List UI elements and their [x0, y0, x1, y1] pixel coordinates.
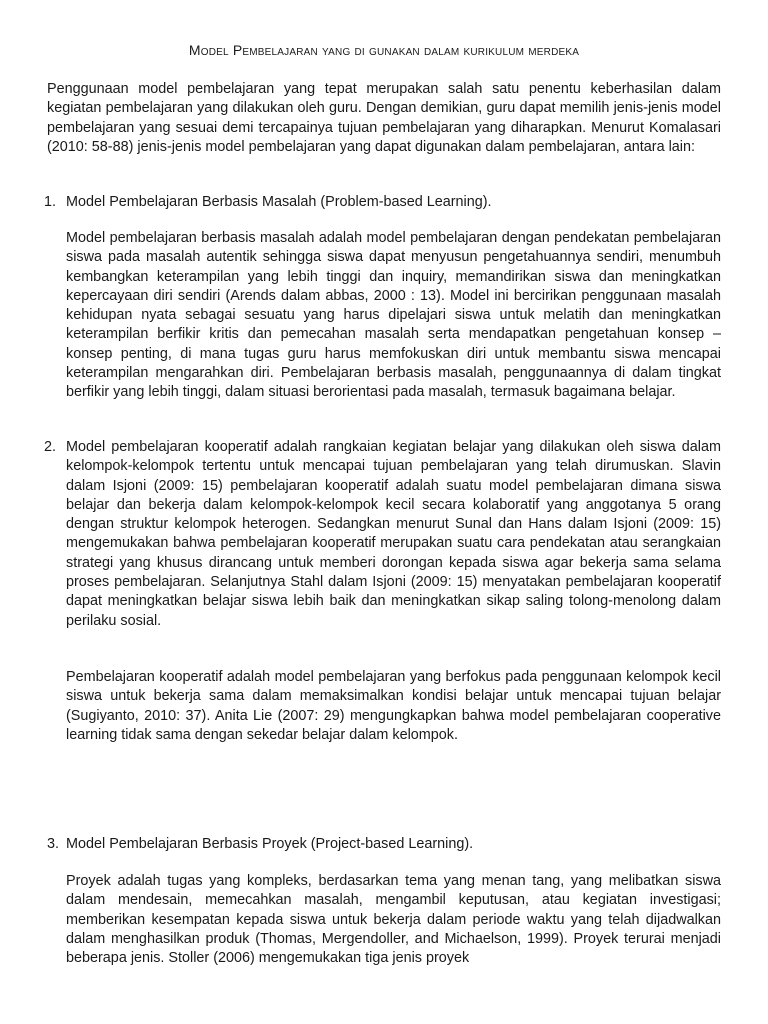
- document-title: Model Pembelajaran yang di gunakan dalam kurikulum merdeka: [188, 42, 580, 58]
- list-item-number: 3.: [47, 836, 60, 852]
- intro-paragraph: Penggunaan model pembelajaran yang tepat merupakan salah satu penentu keberhasilan dalam kegiatan pembelajaran yang dilakukan oleh guru. Dengan demikian, guru dapat memilih jenis-jenis model pembelajaran yang sesuai demi tercapainya tujuan pembelajaran yang diharapkan. Menurut Komalasari (2010: 58-88) jenis-jenis model pembelajaran yang dapat digunakan dalam pembelajaran, antara lain:: [47, 81, 721, 155]
- list-item-body-continued: Pembelajaran kooperatif adalah model pembelajaran yang berfokus pada penggunaan kelompok kecil siswa untuk bekerja sama dalam memaksimalkan kondisi belajar untuk mencapai tujuan belajar (Sugiyanto, 2010: 37). Anita Lie (2007: 29) mengungkapkan bahwa model pembelajaran cooperative learning tidak sama dengan sekedar belajar dalam kelompok.: [66, 669, 721, 743]
- list-item-body: Model pembelajaran berbasis masalah adalah model pembelajaran dengan pendekatan pembelajaran siswa pada masalah autentik sehingga siswa dapat menyusun pengetahuannya sendiri, menumbuh kembangkan keterampilan yang lebih tinggi dan inquiry, memandirikan siswa dan meningkatkan kepercayaan diri sendiri (Arends dalam abbas, 2000 : 13). Model ini bercirikan penggunaan masalah kehidupan nyata sebagai sesuatu yang harus dipelajari siswa untuk melatih dan meningkatkan keterampilan berfikir kritis dan pemecahan masalah serta mendapatkan pengetahuan konsep – konsep penting, di mana tugas guru harus memfokuskan diri untuk membantu siswa mencapai keterampilan mengarahkan diri. Pembelajaran berbasis masalah, penggunaannya di dalam tingkat berfikir yang lebih tinggi, dalam situasi berorientasi pada masalah, termasuk bagaimana belajar.: [66, 230, 721, 401]
- list-item-number: 1.: [44, 194, 57, 210]
- list-item-heading: Model Pembelajaran Berbasis Proyek (Project-based Learning).: [66, 836, 474, 852]
- list-item-body: Proyek adalah tugas yang kompleks, berdasarkan tema yang menan tang, yang melibatkan siswa dalam mendesain, memecahkan masalah, mengambil keputusan, atau kegiatan investigasi; memberikan kesempatan kepada siswa untuk bekerja dalam periode waktu yang telah dijadwalkan dalam menghasilkan produk (Thomas, Mergendoller, and Michaelson, 1999). Proyek terurai menjadi beberapa jenis. Stoller (2006) mengemukakan tiga jenis proyek: [66, 873, 721, 967]
- list-item-body: Model pembelajaran kooperatif adalah rangkaian kegiatan belajar yang dilakukan oleh siswa dalam kelompok-kelompok tertentu untuk mencapai tujuan pembelajaran yang telah dirumuskan. Slavin dalam Isjoni (2009: 15) pembelajaran kooperatif adalah suatu model pembelajaran dimana siswa belajar dan bekerja dalam kelompok-kelompok kecil secara kolaboratif yang anggotanya 5 orang dengan struktur kelompok heterogen. Sedangkan menurut Sunal dan Hans dalam Isjoni (2009: 15) mengemukakan bahwa pembelajaran kooperatif merupakan suatu cara pendekatan atau serangkaian strategi yang khusus dirancang untuk memberi dorongan kepada siswa agar bekerja sama selama proses pembelajaran. Selanjutnya Stahl dalam Isjoni (2009: 15) menyatakan pembelajaran kooperatif dapat meningkatkan belajar siswa lebih baik dan meningkatkan sikap saling tolong-menolong dalam perilaku sosial.: [66, 439, 721, 629]
- list-item-number: 2.: [44, 439, 57, 455]
- list-item-heading: Model Pembelajaran Berbasis Masalah (Problem-based Learning).: [66, 194, 492, 210]
